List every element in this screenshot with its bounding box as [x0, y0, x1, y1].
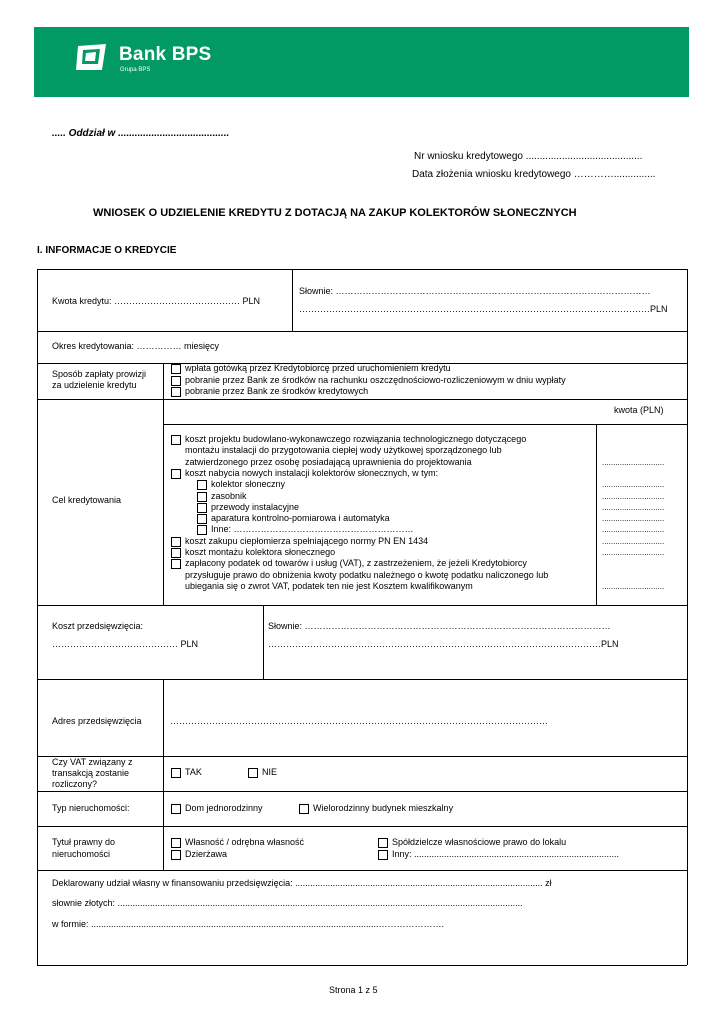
fee-label-2: za udzielenie kredytu [52, 380, 137, 390]
purpose-checkbox[interactable] [171, 537, 181, 547]
purpose-checkbox[interactable] [197, 492, 207, 502]
property-single-label: Dom jednorodzinny [185, 803, 263, 813]
legal-title-label-1: Tytuł prawny do [52, 837, 116, 847]
amount-field[interactable]: ............................ [602, 536, 665, 546]
fee-option-label: pobranie przez Bank ze środków kredytowych [185, 386, 369, 396]
legal-title-label-2: nieruchomości [52, 849, 111, 859]
purpose-item-label: przewody instalacyjne [211, 501, 300, 512]
amount-field[interactable]: ............................ [602, 457, 665, 467]
bank-logo-icon [74, 42, 110, 72]
fee-label-1: Sposób zapłaty prowizji [52, 369, 147, 379]
legal-lease-label: Dzierżawa [185, 849, 228, 859]
property-type-label: Typ nieruchomości: [52, 803, 130, 813]
page-number: Strona 1 z 5 [329, 985, 378, 995]
project-cost-label: Koszt przedsięwzięcia: [52, 621, 144, 631]
purpose-checkbox[interactable] [197, 514, 207, 524]
fee-option-label: pobranie przez Bank ze środków na rachunku oszczędnościowo-rozliczeniowym w dniu wypłaty [185, 375, 566, 385]
credit-amount-words-1[interactable]: Słownie: …………………………………………………………………………………………… [299, 286, 651, 296]
vat-yes-checkbox[interactable] [171, 768, 181, 778]
purpose-item-label: koszt montażu kolektora słonecznego [185, 547, 336, 557]
vat-label-2: transakcją zostanie [52, 768, 130, 778]
legal-own-checkbox[interactable] [171, 838, 181, 848]
bank-subtitle: Grupa BPS [120, 67, 151, 73]
project-address-field[interactable]: ……………………………………………………………………………………………………………… [170, 716, 548, 726]
legal-other-field[interactable]: Inny: .................................................................................. [392, 849, 620, 859]
fee-option-checkbox[interactable] [171, 376, 181, 386]
vat-label-3: rozliczony? [52, 779, 98, 789]
own-share-field[interactable]: Deklarowany udział własny w finansowaniu przedsięwzięcia: ................................................................................................... zł [52, 878, 552, 888]
legal-lease-checkbox[interactable] [171, 850, 181, 860]
own-share-form-field[interactable]: w formie: ...................................................................................................................…………………. [52, 919, 445, 929]
vat-no-label: NIE [262, 767, 278, 777]
purpose-checkbox[interactable] [171, 548, 181, 558]
purpose-item-label: zasobnik [211, 490, 247, 501]
purpose-item-label: Inne: …………………………………………………… [211, 524, 414, 535]
project-cost-words-1[interactable]: Słownie: ………………………………………………………………………………………… [268, 621, 611, 631]
property-multi-checkbox[interactable] [299, 804, 309, 814]
purpose-checkbox[interactable] [171, 435, 181, 445]
amount-field[interactable]: ............................ [602, 502, 665, 512]
vat-yes-label: TAK [185, 767, 202, 777]
credit-amount-field[interactable]: Kwota kredytu: …………………………………… PLN [52, 296, 261, 306]
purpose-item-label: koszt nabycia nowych instalacji kolektorów słonecznych, w tym: [185, 467, 439, 478]
legal-other-checkbox[interactable] [378, 850, 388, 860]
amount-field[interactable]: ............................ [602, 514, 665, 524]
credit-amount-words-2[interactable]: ………………………………………………………………………………………………………PLN [299, 304, 668, 314]
own-share-words-field[interactable]: słownie złotych: .................................................................................................................................................................. [52, 898, 523, 908]
purpose-item-label: aparatura kontrolno-pomiarowa i automatyka [211, 513, 390, 524]
purpose-item-label: koszt projektu budowlano-wykonawczego rozwiązania technologicznego dotyczącego [185, 434, 527, 444]
purpose-item-label: ubiegania się o zwrot VAT, podatek ten nie jest Kosztem kwalifikowanym [185, 580, 473, 591]
vat-label-1: Czy VAT związany z [52, 757, 133, 767]
document-title: WNIOSEK O UDZIELENIE KREDYTU Z DOTACJĄ NA ZAKUP KOLEKTORÓW SŁONECZNYCH [93, 207, 577, 219]
amount-field[interactable]: ............................ [602, 491, 665, 501]
property-single-checkbox[interactable] [171, 804, 181, 814]
legal-coop-checkbox[interactable] [378, 838, 388, 848]
property-multi-label: Wielorodzinny budynek mieszkalny [313, 803, 454, 813]
legal-own-label: Własność / odrębna własność [185, 837, 305, 847]
fee-option-checkbox[interactable] [171, 387, 181, 397]
submission-date-field[interactable]: Data złożenia wniosku kredytowego …………............... [412, 169, 656, 180]
fee-option-checkbox[interactable] [171, 364, 181, 374]
purpose-checkbox[interactable] [171, 469, 181, 479]
purpose-item-label: zapłacony podatek od towarów i usług (VAT), z zastrzeżeniem, że jeżeli Kredytobiorcy [185, 558, 527, 569]
amount-field[interactable]: ............................ [602, 581, 665, 591]
header-banner [34, 27, 689, 97]
purpose-checkbox[interactable] [197, 525, 207, 535]
purpose-item-label: zatwierdzonego przez osobę posiadającą uprawnienia do projektowania [185, 456, 472, 467]
purpose-item-label: montażu instalacji do przygotowania ciepłej wody użytkowej sporządzonego lub [185, 445, 502, 456]
purpose-item-label: przysługuje prawo do obniżenia kwoty podatku należnego o kwotę podatku naliczonego lub [185, 569, 549, 580]
fee-option-label: wpłata gotówką przez Kredytobiorcę przed uruchomieniem kredytu [185, 363, 451, 373]
purpose-checkbox[interactable] [197, 503, 207, 513]
project-address-label: Adres przedsięwzięcia [52, 716, 142, 726]
amount-column-header: kwota (PLN) [614, 405, 664, 415]
purpose-checkbox[interactable] [197, 480, 207, 490]
application-number-field[interactable]: Nr wniosku kredytowego .......................................... [414, 151, 643, 162]
project-cost-words-2[interactable]: …………………………………………………………………………………………………PLN [268, 639, 619, 649]
project-cost-field[interactable]: …………………………………… PLN [52, 639, 199, 649]
amount-field[interactable]: ............................ [602, 548, 665, 557]
amount-field[interactable]: ............................ [602, 480, 665, 490]
bank-name: Bank BPS [119, 44, 212, 65]
vat-no-checkbox[interactable] [248, 768, 258, 778]
amount-field[interactable]: ............................ [602, 525, 665, 535]
branch-field[interactable]: ..... Oddział w ........................................ [52, 128, 230, 139]
purpose-checkbox[interactable] [171, 559, 181, 569]
credit-period-field[interactable]: Okres kredytowania: …………… miesięcy [52, 341, 220, 351]
legal-coop-label: Spółdzielcze własnościowe prawo do lokalu [392, 837, 567, 847]
purpose-item-label: koszt zakupu ciepłomierza spełniającego normy PN EN 1434 [185, 535, 429, 546]
purpose-item-label: kolektor słoneczny [211, 479, 286, 490]
section-heading: I. INFORMACJE O KREDYCIE [37, 245, 177, 256]
purpose-label: Cel kredytowania [52, 495, 122, 505]
